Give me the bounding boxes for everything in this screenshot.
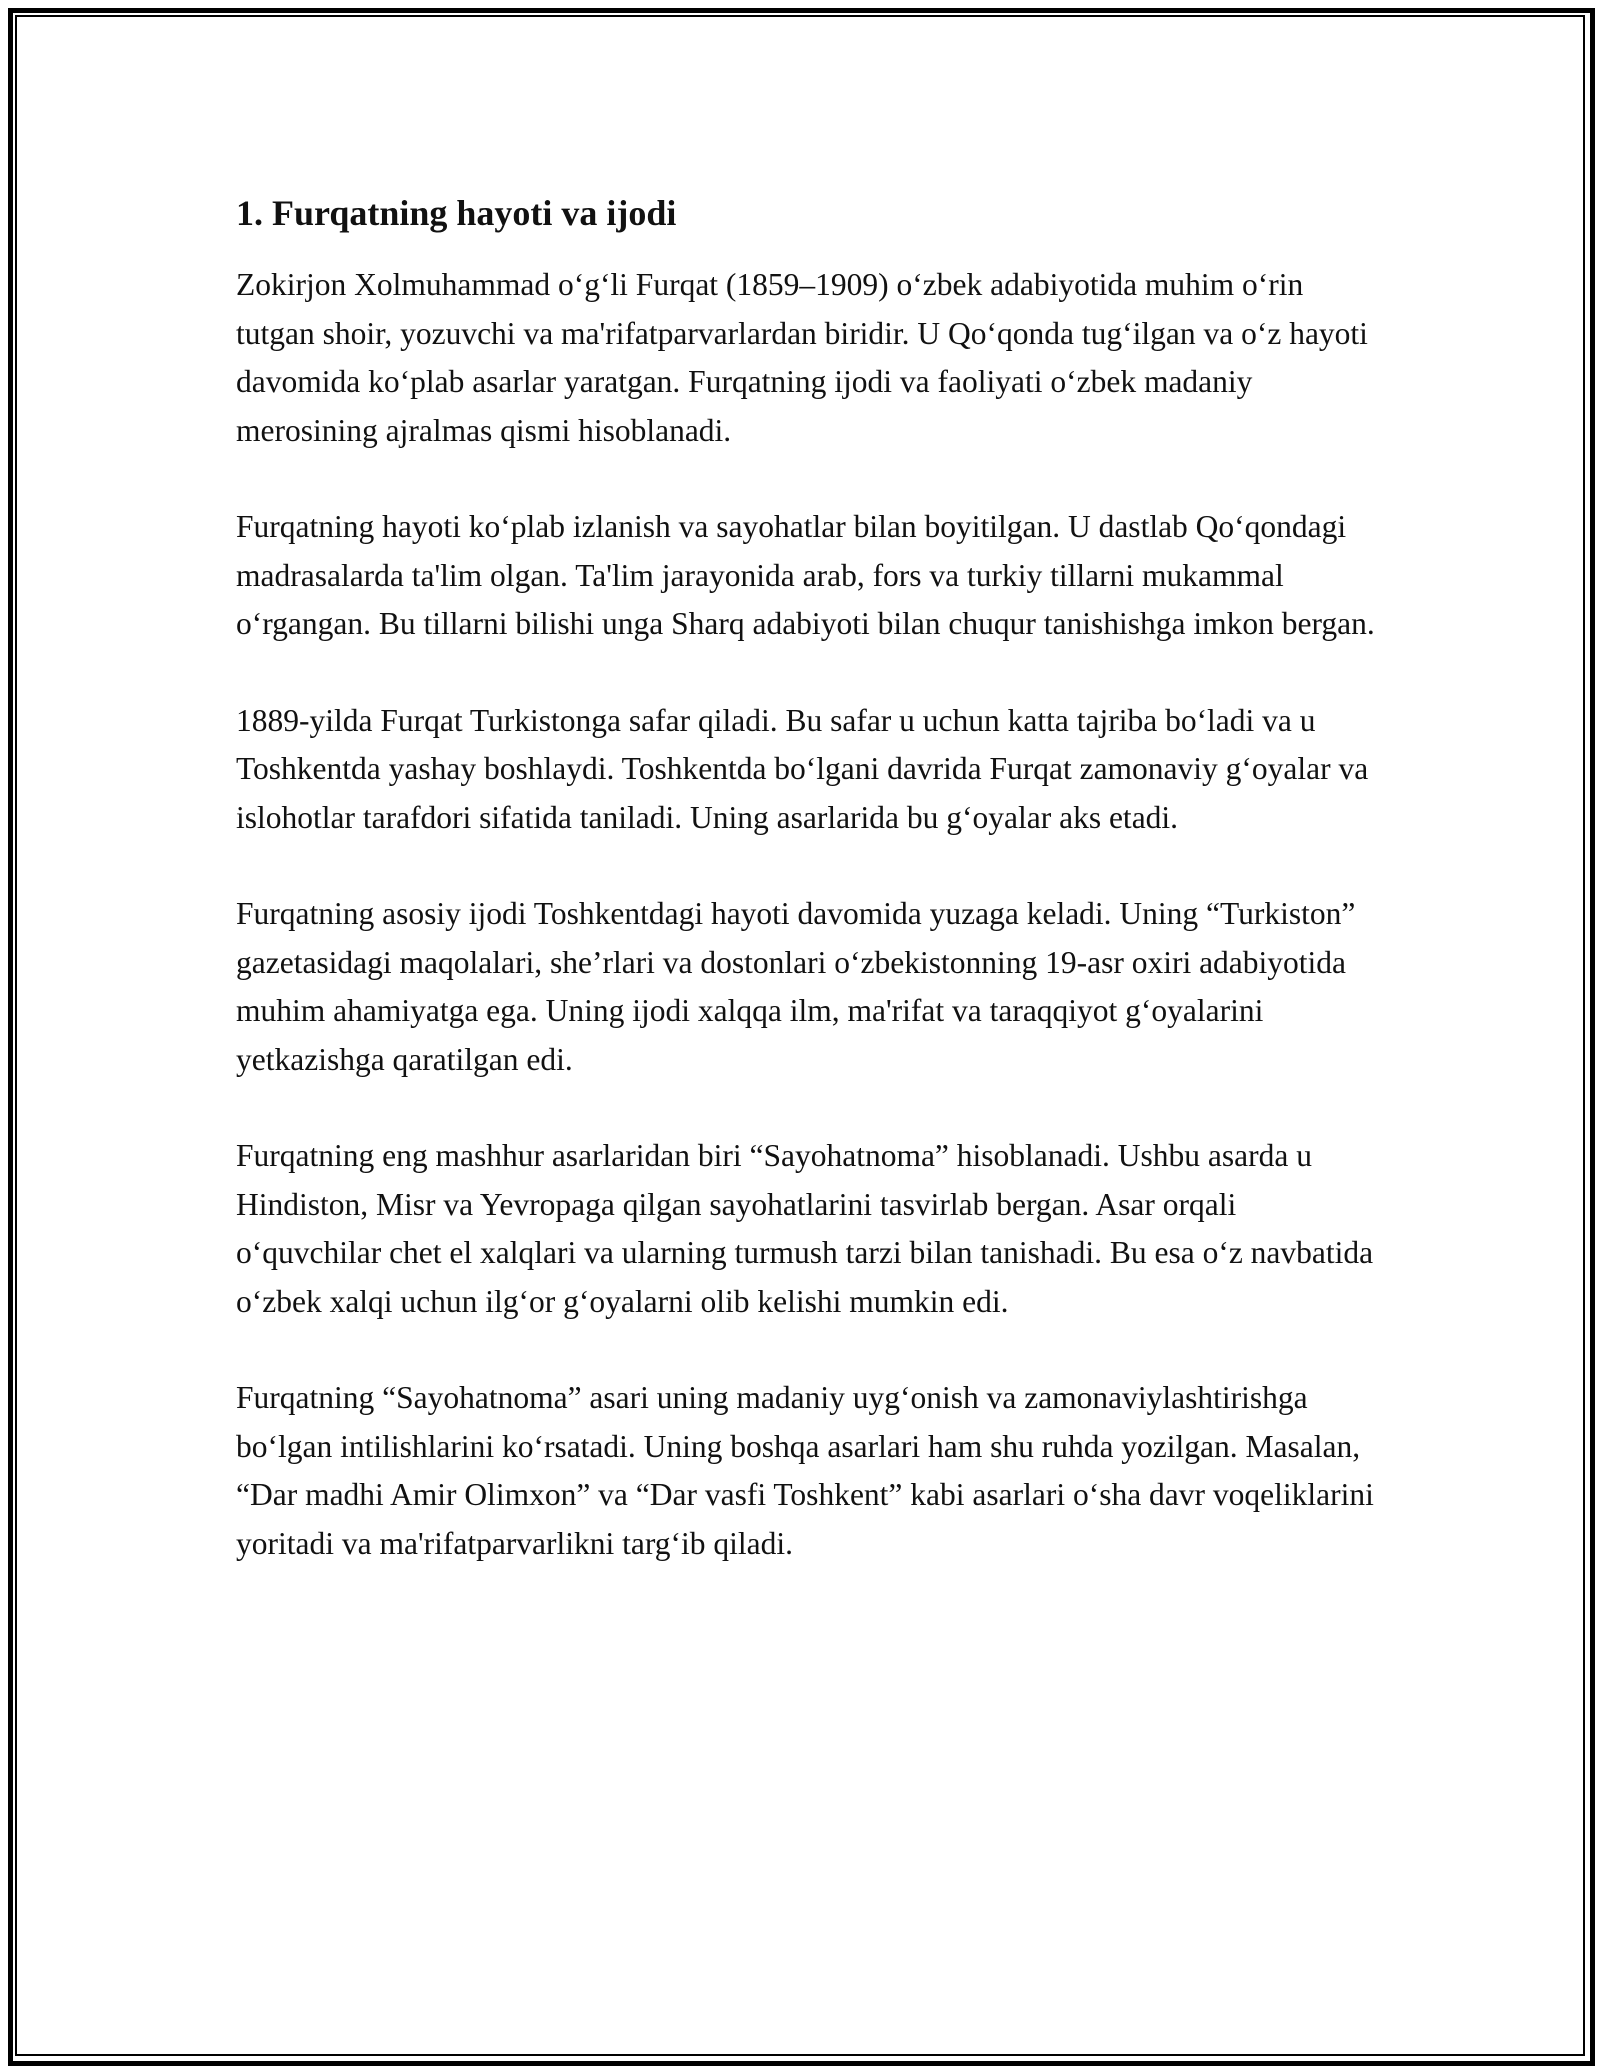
paragraph-education: Furqatning hayoti ko‘plab izlanish va sayohatlar bilan boyitilgan. U dastlab Qo‘qondagi madrasalarda ta'lim olgan. Ta'lim jarayonida arab, fors va turkiy tillarni mukammal o‘rgangan. Bu tillarni bilishi unga Sharq adabiyoti bilan chuqur tanishishga imkon bergan. [236, 509, 1375, 641]
paragraph-other-works: Furqatning “Sayohatnoma” asari uning madaniy uyg‘onish va zamonaviylashtirishga bo‘lgan intilishlarini ko‘rsatadi. Uning boshqa asarlari ham shu ruhda yozilgan. Masalan, “Dar madhi Amir Olimxon” va “Dar vasfi Toshkent” kabi asarlari o‘sha davr voqeliklarini yoritadi va ma'rifatparvarlikni targ‘ib qiladi. [236, 1380, 1374, 1561]
paragraph-tashkent-works: Furqatning asosiy ijodi Toshkentdagi hayoti davomida yuzaga keladi. Uning “Turkiston” gazetasidagi maqolalari, she’rlari va dostonlari o‘zbekistonning 19-asr oxiri adabiyotida muhim ahamiyatga ega. Uning ijodi xalqqa ilm, ma'rifat va taraqqiyot g‘oyalarini yetkazishga qaratilgan edi. [236, 896, 1356, 1077]
paragraph-sayohatnoma: Furqatning eng mashhur asarlaridan biri “Sayohatnoma” hisoblanadi. Ushbu asarda u Hindiston, Misr va Yevropaga qilgan sayohatlarini tasvirlab bergan. Asar orqali o‘quvchilar chet el xalqlari va ularning turmush tarzi bilan tanishadi. Bu esa o‘z navbatida o‘zbek xalqi uchun ilg‘or g‘oyalarni olib kelishi mumkin edi. [236, 1138, 1374, 1319]
document-body [236, 185, 1376, 1616]
paragraph-intro: Zokirjon Xolmuhammad o‘g‘li Furqat (1859–1909) o‘zbek adabiyotida muhim o‘rin tutgan shoir, yozuvchi va ma'rifatparvarlardan biridir. U Qo‘qonda tug‘ilgan va o‘z hayoti davomida ko‘plab asarlar yaratgan. Furqatning ijodi va faoliyati o‘zbek madaniy merosining ajralmas qismi hisoblanadi. [236, 267, 1368, 448]
section-heading: 1. Furqatning hayoti va ijodi [236, 193, 677, 233]
paragraph-travel-1889: 1889-yilda Furqat Turkistonga safar qiladi. Bu safar u uchun katta tajriba bo‘ladi va u Toshkentda yashay boshlaydi. Toshkentda bo‘lgani davrida Furqat zamonaviy g‘oyalar va islohotlar tarafdori sifatida taniladi. Uning asarlarida bu g‘oyalar aks etadi. [236, 702, 1369, 835]
